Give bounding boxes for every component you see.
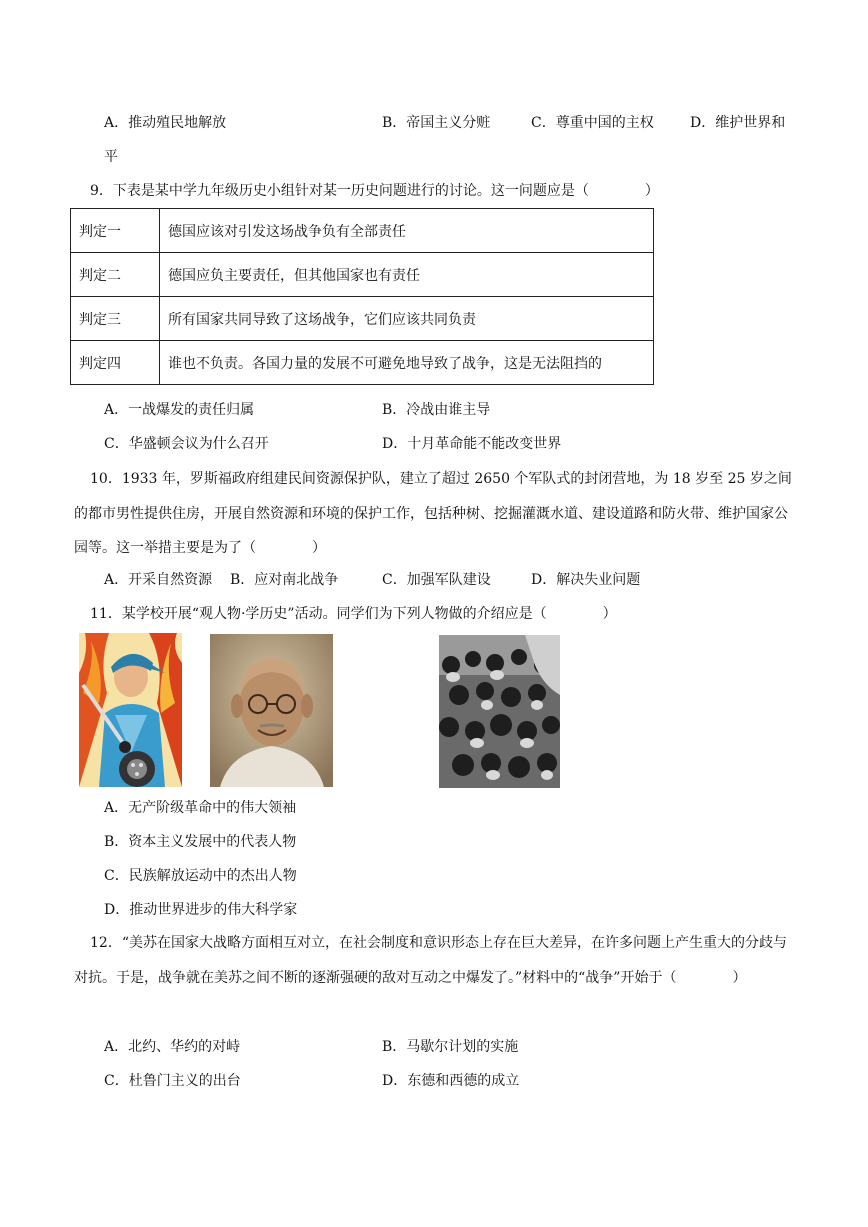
q11-option-b: B．资本主义发展中的代表人物 <box>104 834 297 850</box>
table-cell-label: 判定二 <box>71 253 160 297</box>
q10-option-d: D．解决失业问题 <box>531 572 641 588</box>
q12-option-c: C．杜鲁门主义的出台 <box>104 1073 241 1089</box>
table-cell-text: 德国应该对引发这场战争负有全部责任 <box>160 209 654 253</box>
table-row <box>71 341 654 385</box>
q11-option-d: D．推动世界进步的伟大科学家 <box>104 902 298 918</box>
table-cell-text: 谁也不负责。各国力量的发展不可避免地导致了战争，这是无法阻挡的 <box>160 341 654 385</box>
q8-option-d: D．维护世界和 <box>690 115 786 131</box>
q9-option-a: A．一战爆发的责任归属 <box>104 402 255 418</box>
q12-option-a: A．北约、华约的对峙 <box>104 1039 241 1055</box>
q10-option-c: C．加强军队建设 <box>382 572 491 588</box>
q8-option-c: C．尊重中国的主权 <box>531 115 654 131</box>
q12-option-b: B．马歇尔计划的实施 <box>382 1039 519 1055</box>
q8-option-b: B．帝国主义分赃 <box>382 115 491 131</box>
q10-option-b: B．应对南北战争 <box>230 572 339 588</box>
table-cell-text: 德国应负主要责任，但其他国家也有责任 <box>160 253 654 297</box>
q12-stem: 12．“美苏在国家大战略方面相互对立，在社会制度和意识形态上存在巨大差异，在许多问题上产生重大的分歧与对抗。于是，战争就在美苏之间不断的逐渐强硬的敌对互动之中爆发了。”材料中的“战争”开始于（ ） <box>74 935 787 986</box>
elderly-man-portrait-image <box>210 634 333 787</box>
q11-option-c: C．民族解放运动中的杰出人物 <box>104 868 297 884</box>
q9-option-d: D．十月革命能不能改变世界 <box>382 436 562 452</box>
q9-option-c: C．华盛顿会议为什么召开 <box>104 436 269 452</box>
table-row <box>71 253 654 297</box>
table-row <box>71 297 654 341</box>
q9-stem: 9．下表是某中学九年级历史小组针对某一历史问题进行的讨论。这一问题应是（ ） <box>90 183 659 199</box>
q11-stem: 11．某学校开展“观人物·学历史”活动。同学们为下列人物做的介绍应是（ ） <box>90 606 617 622</box>
table-cell-label: 判定四 <box>71 341 160 385</box>
table-cell-label: 判定一 <box>71 209 160 253</box>
table-cell-text: 所有国家共同导致了这场战争，它们应该共同负责 <box>160 297 654 341</box>
q9-table <box>70 208 654 385</box>
crowd-photo-image <box>439 635 560 788</box>
table-row <box>71 209 654 253</box>
heroine-portrait-image <box>79 633 182 787</box>
q12-option-d: D．东德和西德的成立 <box>382 1073 520 1089</box>
q10-stem: 10．1933 年，罗斯福政府组建民间资源保护队，建立了超过 2650 个军队式的封闭营地，为 18 岁至 25 岁之间的都市男性提供住房，开展自然资源和环境的保护工作，包括种树、挖掘灌溉水道、建设道路和防火带、维护国家公园等。这一举措主要是为了（ ） <box>74 471 792 556</box>
q8-option-d-wrap: 平 <box>104 149 118 165</box>
q8-option-a: A．推动殖民地解放 <box>104 115 227 131</box>
q11-option-a: A．无产阶级革命中的伟大领袖 <box>104 800 297 816</box>
table-cell-label: 判定三 <box>71 297 160 341</box>
q10-option-a: A．开采自然资源 <box>104 572 213 588</box>
q9-option-b: B．冷战由谁主导 <box>382 402 491 418</box>
